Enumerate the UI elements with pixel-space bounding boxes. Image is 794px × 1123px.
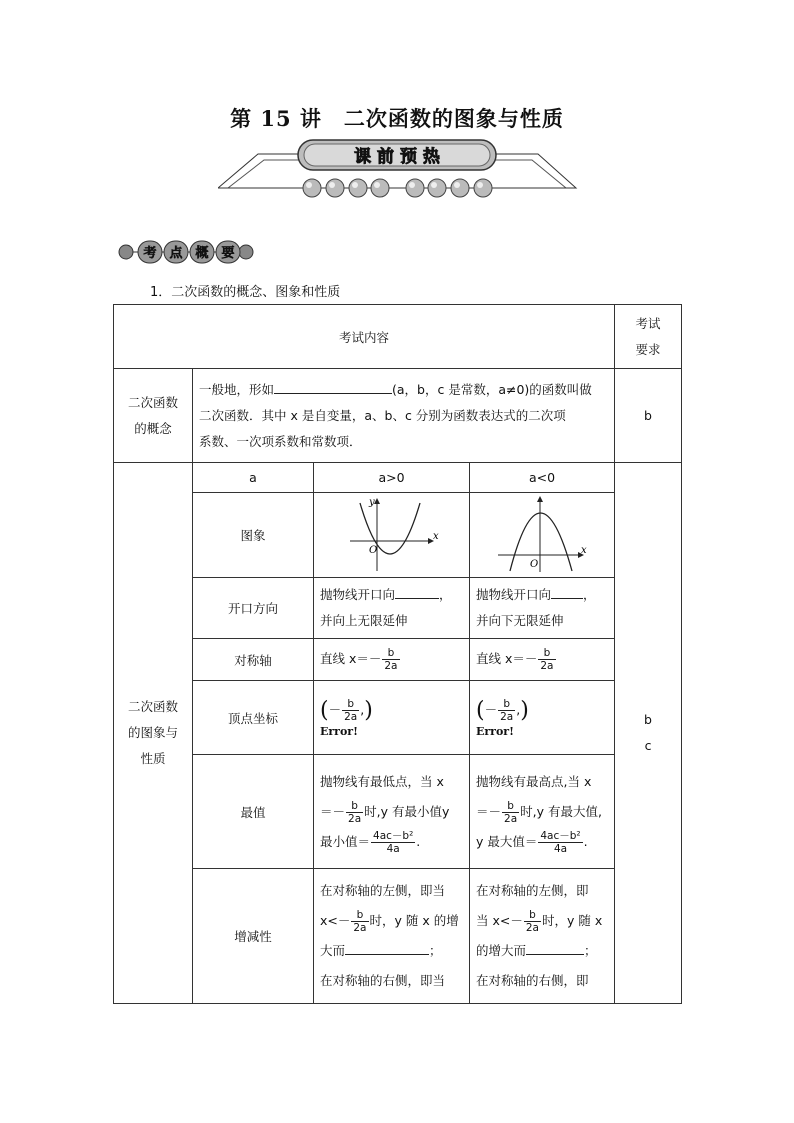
vertex-positive: (－ $\frac{b}{2a}$ ,) Error! xyxy=(314,681,470,755)
answer-blank[interactable] xyxy=(345,942,429,955)
header-content: 考试内容 xyxy=(114,305,615,369)
error-text: Error! xyxy=(476,724,514,738)
col-a: a xyxy=(193,463,314,493)
badge-char: 概 xyxy=(195,246,209,261)
fraction: $\frac{\text{4ac－b²}}{4a}$ xyxy=(540,829,581,855)
badge-char: 要 xyxy=(221,246,235,261)
fraction: $\frac{b}{2a}$ xyxy=(500,697,514,723)
symmetry-axis-positive: 直线 x＝－ $\frac{b}{2a}$ xyxy=(314,639,470,681)
parabola-down-graph xyxy=(492,495,592,573)
header-requirement: 考试 要求 xyxy=(615,305,682,369)
monotonicity-positive: 在对称轴的左侧，即当 x<－ $\frac{b}{2a}$ 时，y 随 x 的增 大而 ； 在对称轴的右侧，即当 xyxy=(314,869,470,1004)
concept-definition: 一般地，形如 (a，b，c 是常数，a≠0)的函数叫做 二次函数．其中 x 是自变量，a、b、c 分别为函数表达式的二次项 系数、一次项系数和常数项． xyxy=(193,369,615,463)
monotonicity-label: 增减性 xyxy=(193,869,314,1004)
symmetry-axis-negative: 直线 x＝－ $\frac{b}{2a}$ xyxy=(470,639,615,681)
fraction: $\frac{\text{4ac－b²}}{4a}$ xyxy=(373,829,414,855)
banner-text: 课 前 预 热 xyxy=(354,147,440,167)
svg-text:x: x xyxy=(432,530,439,542)
requirement-concept: b xyxy=(615,369,682,463)
extremum-negative: 抛物线有最高点,当 x ＝－ $\frac{b}{2a}$ 时,y 有最大值, y 最大值＝ $\frac{\text{4ac－b²}}{4a}$ . xyxy=(470,755,615,869)
section-label: 1．二次函数的概念、图象和性质 xyxy=(150,285,341,300)
fraction: $\frac{b}{2a}$ xyxy=(504,799,518,825)
section-badge xyxy=(116,237,258,267)
row-label-concept: 二次函数 的概念 xyxy=(114,369,193,463)
graph-label: 图象 xyxy=(193,493,314,578)
answer-blank[interactable] xyxy=(551,586,583,599)
fraction: $\frac{b}{2a}$ xyxy=(540,647,554,672)
extremum-positive: 抛物线有最低点，当 x ＝－ $\frac{b}{2a}$ 时,y 有最小值y 最小值＝ $\frac{\text{4ac－b²}}{4a}$ . xyxy=(314,755,470,869)
answer-blank[interactable] xyxy=(274,381,392,394)
answer-blank[interactable] xyxy=(526,942,584,955)
row-label-graph: 二次函数 的图象与 性质 xyxy=(114,463,193,1004)
svg-text:O: O xyxy=(530,558,539,570)
vertex-label: 顶点坐标 xyxy=(193,681,314,755)
vertex-negative: (－ $\frac{b}{2a}$ ,) Error! xyxy=(470,681,615,755)
fraction: $\frac{b}{2a}$ xyxy=(384,647,398,672)
open-direction-negative: 抛物线开口向 ， 并向下无限延伸 xyxy=(470,578,615,639)
answer-blank[interactable] xyxy=(395,586,439,599)
open-direction-label: 开口方向 xyxy=(193,578,314,639)
section-banner xyxy=(218,136,578,202)
fraction: $\frac{b}{2a}$ xyxy=(525,909,539,934)
requirement-graph: b c xyxy=(615,463,682,1004)
open-direction-positive: 抛物线开口向 ， 并向上无限延伸 xyxy=(314,578,470,639)
badge-char: 考 xyxy=(143,246,157,261)
svg-text:y: y xyxy=(368,496,375,508)
col-a-negative: a<0 xyxy=(470,463,615,493)
svg-text:O: O xyxy=(368,544,377,556)
fraction: $\frac{b}{2a}$ xyxy=(344,697,358,723)
svg-text:x: x xyxy=(581,544,587,556)
page-title: 第 15 讲 二次函数的图象与性质 xyxy=(230,106,564,131)
extremum-label: 最值 xyxy=(193,755,314,869)
parabola-up-graph xyxy=(342,495,442,573)
fraction: $\frac{b}{2a}$ xyxy=(353,909,367,934)
monotonicity-negative: 在对称轴的左侧，即 当 x<－ $\frac{b}{2a}$ 时，y 随 x 的增大而 ； 在对称轴的右侧，即 xyxy=(470,869,615,1004)
error-text: Error! xyxy=(320,724,358,738)
badge-char: 点 xyxy=(169,246,183,261)
symmetry-axis-label: 对称轴 xyxy=(193,639,314,681)
content-table xyxy=(113,304,682,1004)
col-a-positive: a>0 xyxy=(314,463,470,493)
fraction: $\frac{b}{2a}$ xyxy=(348,799,362,825)
